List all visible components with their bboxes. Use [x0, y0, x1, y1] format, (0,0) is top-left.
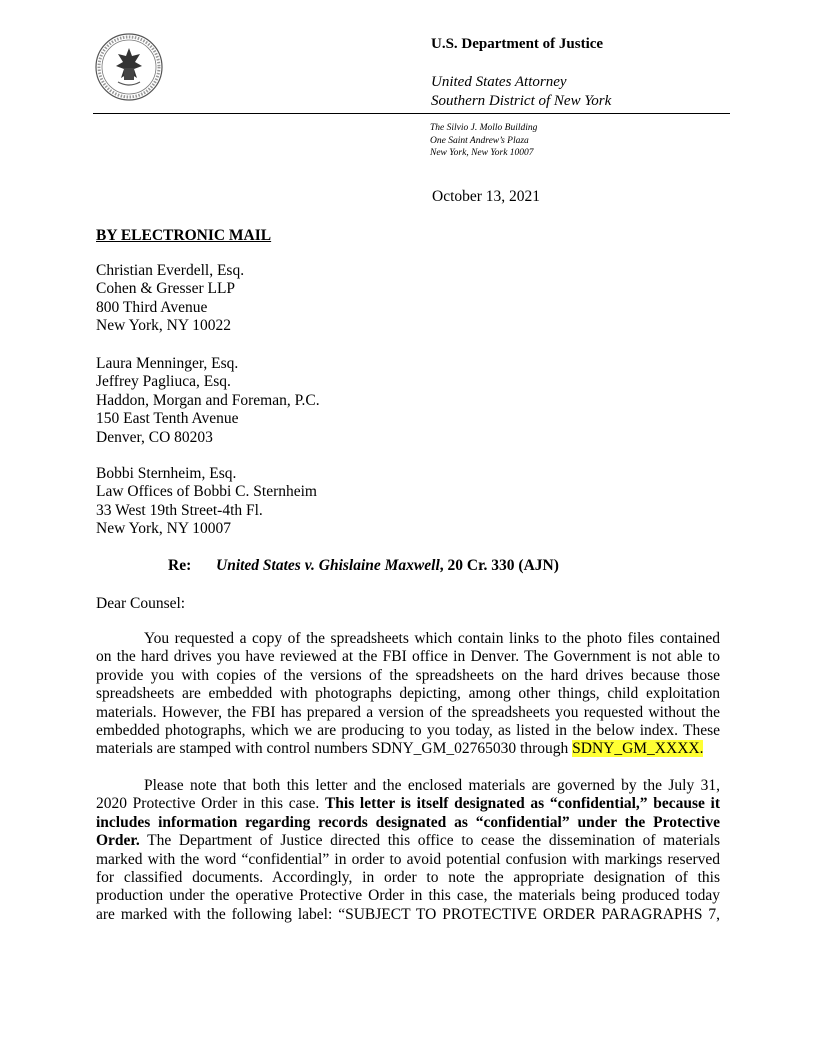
recipient-block — [96, 355, 496, 447]
case-name: United States v. Ghislaine Maxwell — [216, 557, 440, 574]
recipient-line: Laura Menninger, Esq. — [96, 355, 239, 372]
re-line — [168, 557, 559, 575]
office-line-1: United States Attorney — [431, 74, 567, 90]
recipient-line: 800 Third Avenue — [96, 298, 208, 316]
doj-seal-icon — [94, 32, 164, 102]
paragraph-line: You requested a copy of the spreadsheets which contain links to the photo files contained — [144, 630, 720, 647]
recipient-block — [96, 262, 496, 336]
confidential-notice: This letter is itself designated as “confidential,” because it — [324, 795, 721, 813]
paragraph-line: provide you with copies of the versions of the spreadsheets on the hard drives because those — [96, 666, 720, 684]
recipient-line: Denver, CO 80203 — [96, 428, 213, 446]
paragraph-line: embedded photographs, which we are producing to you today, as listed in the below index. These — [96, 721, 720, 739]
paragraph-line: on the hard drives you have reviewed at the FBI office in Denver. The Government is not able to — [96, 648, 720, 666]
paragraph-line: production under the operative Protective Order in this case, the materials being produced today — [96, 887, 720, 905]
recipient-line: Jeffrey Pagliuca, Esq. — [96, 373, 231, 391]
recipient-line: Cohen & Gresser LLP — [96, 280, 236, 298]
letter-date: October 13, 2021 — [432, 188, 541, 205]
address-line: The Silvio J. Mollo Building — [430, 123, 538, 133]
paragraph-line: materials. However, the FBI has prepared a version of the spreadsheets you requested without the — [96, 703, 720, 721]
recipient-line: Bobbi Sternheim, Esq. — [96, 465, 237, 482]
office-address — [430, 122, 537, 160]
paragraph-line: Please note that both this letter and the enclosed materials are governed by the July 31, — [144, 777, 720, 794]
paragraph-1 — [96, 630, 720, 759]
paragraph-text: The Department of Justice directed this office to cease the dissemination of materials — [139, 832, 720, 850]
re-label: Re: — [168, 557, 192, 574]
recipient-line: New York, NY 10022 — [96, 317, 232, 335]
department-heading: U.S. Department of Justice — [431, 36, 604, 52]
paragraph-line — [96, 795, 720, 813]
office-line-2: Southern District of New York — [431, 93, 612, 109]
salutation: Dear Counsel: — [96, 595, 186, 612]
recipient-line: 33 West 19th Street-4th Fl. — [96, 501, 263, 519]
recipient-line: Haddon, Morgan and Foreman, P.C. — [96, 391, 320, 409]
paragraph-line: spreadsheets are embedded with photographs depicting, among other things, child exploitation — [96, 685, 720, 703]
paragraph-line: are marked with the following label: “SUBJECT TO PROTECTIVE ORDER PARAGRAPHS 7, — [96, 905, 720, 923]
paragraph-line: for classified documents. Accordingly, in order to note the appropriate designation of this — [96, 868, 720, 886]
recipient-line: Christian Everdell, Esq. — [96, 262, 245, 279]
case-number: , 20 Cr. 330 (AJN) — [439, 557, 559, 574]
recipient-block — [96, 465, 496, 539]
confidential-notice: Order. — [96, 832, 140, 850]
paragraph-line — [96, 740, 720, 758]
recipient-line: 150 East Tenth Avenue — [96, 410, 239, 428]
address-line: One Saint Andrew’s Plaza — [430, 135, 529, 146]
header-divider — [93, 113, 730, 114]
recipient-line: New York, NY 10007 — [96, 520, 232, 538]
control-number-text: materials are stamped with control numbers SDNY_GM_02765030 through — [96, 740, 573, 758]
paragraph-text: 2020 Protective Order in this case. — [96, 795, 325, 813]
paragraph-2 — [96, 777, 720, 924]
address-line: New York, New York 10007 — [430, 148, 534, 158]
recipient-line: Law Offices of Bobbi C. Sternheim — [96, 483, 317, 501]
confidential-notice: includes information regarding records designated as “confidential” under the Protective — [96, 813, 720, 831]
paragraph-line — [96, 832, 720, 850]
paragraph-line: marked with the word “confidential” in order to avoid potential confusion with markings reserved — [96, 850, 720, 868]
office-name — [431, 73, 611, 111]
delivery-method: BY ELECTRONIC MAIL — [96, 227, 272, 244]
highlighted-control-number: SDNY_GM_XXXX. — [572, 740, 704, 758]
